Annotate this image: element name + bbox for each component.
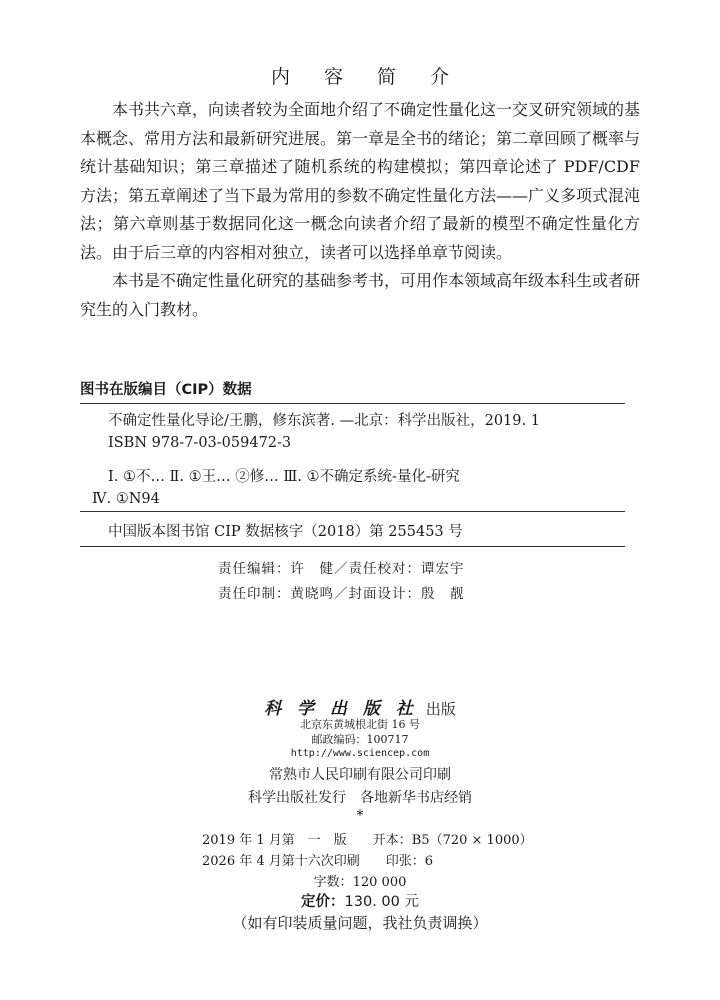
printing-info: 2026 年 4 月第十六次印刷 印张：6 bbox=[202, 854, 434, 869]
cip-block bbox=[80, 410, 625, 510]
publisher-logo-text: 科 学 出 版 社 bbox=[264, 699, 418, 719]
publisher-address: 北京东黄城根北街 16 号 bbox=[300, 718, 420, 731]
cip-title-line: 不确定性量化导论/王鹏，修东滨著. —北京：科学出版社，2019. 1 bbox=[108, 413, 540, 429]
cip-classification-code: Ⅳ. ①N94 bbox=[92, 491, 160, 507]
publisher-suffix: 出版 bbox=[425, 700, 456, 718]
intro-body bbox=[80, 96, 640, 324]
price-label: 定价： bbox=[301, 894, 345, 910]
cip-divider bbox=[80, 546, 625, 547]
intro-title: 内 容 简 介 bbox=[270, 66, 464, 88]
word-count: 字数：120 000 bbox=[313, 875, 407, 890]
staff-editors: 责任编辑：许 健／责任校对：谭宏宇 bbox=[218, 561, 465, 577]
quality-note: （如有印装质量问题，我社负责调换） bbox=[232, 914, 488, 932]
separator-star: * bbox=[356, 808, 364, 824]
intro-paragraph: 本书是不确定性量化研究的基础参考书，可用作本领域高年级本科生或者研究生的入门教材。 bbox=[80, 271, 641, 319]
publisher-url: http://www.sciencep.com bbox=[290, 748, 430, 759]
staff-production: 责任印制：黄晓鸣／封面设计：殷 靓 bbox=[218, 586, 465, 602]
cip-classification: Ⅰ. ①不… Ⅱ. ①王… ②修… Ⅲ. ①不确定系统-量化-研究 bbox=[108, 469, 460, 485]
cip-record-number: 中国版本图书馆 CIP 数据核字（2018）第 255453 号 bbox=[108, 524, 463, 540]
cip-divider bbox=[80, 511, 625, 512]
publisher-line bbox=[0, 694, 720, 719]
cip-isbn: ISBN 978-7-03-059472-3 bbox=[108, 435, 292, 451]
intro-paragraph: 本书共六章，向读者较为全面地介绍了不确定性量化这一交叉研究领域的基本概念、常用方法和最新研究进展。第一章是全书的绪论；第二章回顾了概率与统计基础知识；第三章描述了随机系统的构建模拟；第四章论述了 PDF/CDF 方法；第五章阐述了当下最为常用的参数不确定性量化方法——广义多项式混沌法；第六章则基于数据同化这一概念向读者介绍了最新的模型不确定性量化方法。由于后三章的内容相对独立，读者可以选择单章节阅读。 bbox=[80, 100, 641, 262]
cip-heading: 图书在版编目（CIP）数据 bbox=[80, 378, 625, 404]
edition-info: 2019 年 1 月第 一 版 开本：B5（720 × 1000） bbox=[202, 833, 533, 848]
publisher-postcode: 邮政编码：100717 bbox=[311, 733, 409, 746]
printer: 常熟市人民印刷有限公司印刷 bbox=[269, 767, 451, 783]
distribution: 科学出版社发行 各地新华书店经销 bbox=[248, 790, 472, 806]
price-value: 130. 00 元 bbox=[344, 894, 419, 910]
price-line bbox=[0, 890, 720, 911]
